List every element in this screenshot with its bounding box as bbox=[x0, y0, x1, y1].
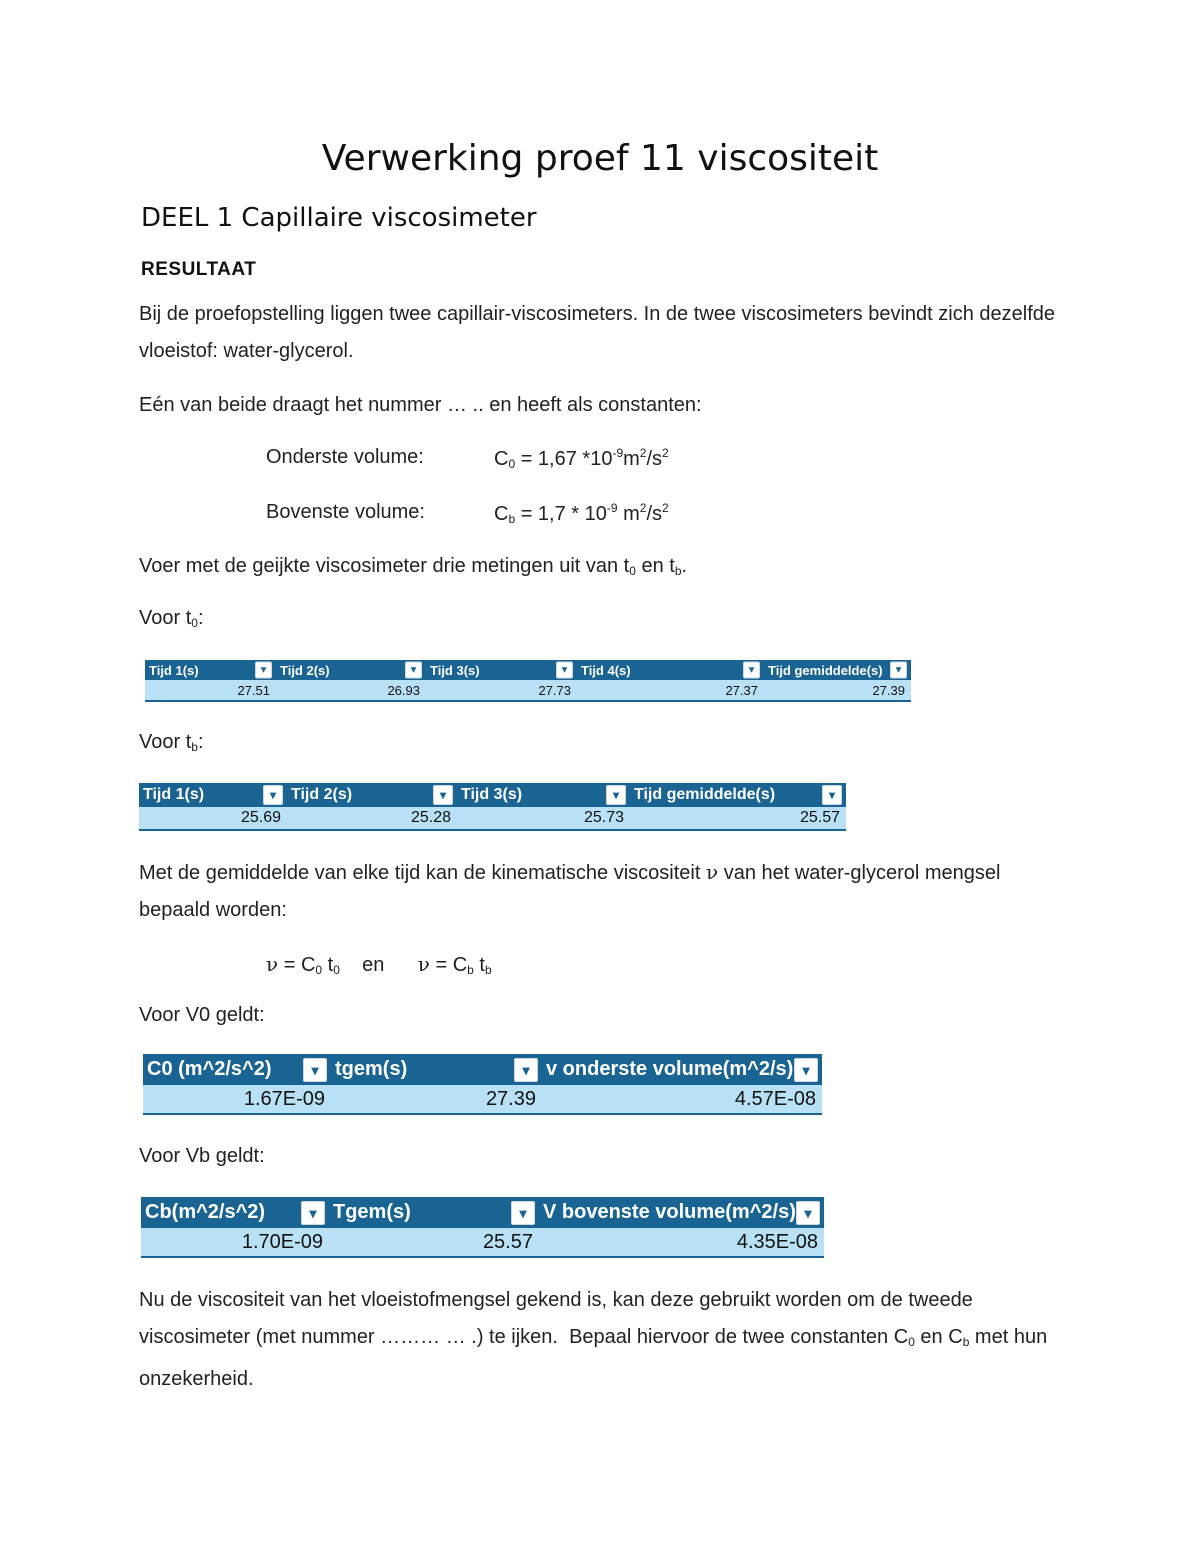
table-vb-header[interactable]: Tgem(s) ▾ bbox=[329, 1197, 539, 1228]
chevron-down-icon[interactable]: ▾ bbox=[822, 785, 842, 805]
voor-tb-label: Voor $t_b$: bbox=[139, 731, 204, 754]
chevron-down-icon[interactable]: ▾ bbox=[511, 1201, 535, 1225]
voor-t0-label: Voor $t_0$: bbox=[139, 607, 204, 630]
table-cell[interactable]: 27.37 bbox=[577, 680, 764, 701]
table-v0 bbox=[143, 1054, 822, 1115]
table-v0-header[interactable]: C0 (m^2/s^2) ▾ bbox=[143, 1054, 331, 1085]
table-row bbox=[143, 1085, 822, 1114]
chevron-down-icon[interactable]: ▾ bbox=[405, 662, 422, 679]
table-row bbox=[139, 807, 846, 830]
table-cell[interactable]: 1.70E-09 bbox=[141, 1228, 329, 1257]
table-row bbox=[141, 1228, 824, 1257]
chevron-down-icon[interactable]: ▾ bbox=[796, 1201, 820, 1225]
table-cell[interactable]: 26.93 bbox=[276, 680, 426, 701]
table-t0-header[interactable]: Tijd 2(s) ▾ bbox=[276, 660, 426, 680]
table-v0-header[interactable]: tgem(s) ▾ bbox=[331, 1054, 542, 1085]
bovenste-volume-label: Bovenste volume: bbox=[266, 501, 425, 523]
chevron-down-icon[interactable]: ▾ bbox=[433, 785, 453, 805]
table-tb-header[interactable]: Tijd 2(s) ▾ bbox=[287, 783, 457, 807]
table-tb bbox=[139, 783, 846, 831]
chevron-down-icon[interactable]: ▾ bbox=[556, 662, 573, 679]
table-cell[interactable]: 25.57 bbox=[630, 807, 846, 830]
table-cell[interactable]: 27.39 bbox=[764, 680, 911, 701]
table-vb-header[interactable]: V bovenste volume(m^2/s) ▾ bbox=[539, 1197, 824, 1228]
chevron-down-icon[interactable]: ▾ bbox=[301, 1201, 325, 1225]
table-cell[interactable]: 25.57 bbox=[329, 1228, 539, 1257]
bovenste-volume-value: $C_b = 1,7 * 10^{-9}$ $m^2/s^2$ bbox=[494, 501, 669, 526]
table-cell[interactable]: 25.69 bbox=[139, 807, 287, 830]
table-cell[interactable]: 25.73 bbox=[457, 807, 630, 830]
met-gemiddelde-paragraph: Met de gemiddelde van elke tijd kan de kinematische viscositeit ν van het water-glycerol mengsel bepaald worden: bbox=[139, 860, 1001, 921]
table-t0-header[interactable]: Tijd 1(s) ▾ bbox=[145, 660, 276, 680]
subsection-heading: RESULTAAT bbox=[141, 259, 257, 280]
intro-paragraph: Bij de proefopstelling liggen twee capillair-viscosimeters. In de twee viscosimeters bevindt zich dezelfde vloeistof: water-glycerol. bbox=[139, 303, 1055, 362]
page-title: Verwerking proef 11 viscositeit bbox=[321, 138, 879, 179]
table-cell[interactable]: 1.67E-09 bbox=[143, 1085, 331, 1114]
chevron-down-icon[interactable]: ▾ bbox=[890, 662, 907, 679]
table-vb-header[interactable]: Cb(m^2/s^2) ▾ bbox=[141, 1197, 329, 1228]
table-v0-header[interactable]: v onderste volume(m^2/s) ▾ bbox=[542, 1054, 822, 1085]
onderste-volume-label: Onderste volume: bbox=[266, 446, 424, 468]
onderste-volume-value: $C_0 = 1,67$ $*10^{-9}m^2/s^2$ bbox=[494, 446, 669, 471]
table-tb-header[interactable]: Tijd 1(s) ▾ bbox=[139, 783, 287, 807]
table-t0-header[interactable]: Tijd gemiddelde(s) ▾ bbox=[764, 660, 911, 680]
chevron-down-icon[interactable]: ▾ bbox=[794, 1058, 818, 1082]
table-cell[interactable]: 4.57E-08 bbox=[542, 1085, 822, 1114]
nu-de-paragraph: Nu de viscositeit van het vloeistofmengsel gekend is, kan deze gebruikt worden om de tweede viscosimeter (met nummer ……… … .) te ijken. Bepaal hiervoor de twee constanten $C_0$ en $C_b$ met hun onzekerheid. bbox=[139, 1289, 1048, 1390]
table-cell[interactable]: 25.28 bbox=[287, 807, 457, 830]
table-tb-header[interactable]: Tijd gemiddelde(s) ▾ bbox=[630, 783, 846, 807]
chevron-down-icon[interactable]: ▾ bbox=[303, 1058, 327, 1082]
table-cell[interactable]: 4.35E-08 bbox=[539, 1228, 824, 1257]
chevron-down-icon[interactable]: ▾ bbox=[606, 785, 626, 805]
table-t0-header[interactable]: Tijd 3(s) ▾ bbox=[426, 660, 577, 680]
chevron-down-icon[interactable]: ▾ bbox=[514, 1058, 538, 1082]
table-t0 bbox=[145, 660, 911, 702]
table-cell[interactable]: 27.73 bbox=[426, 680, 577, 701]
voor-vb-label: Voor Vb geldt: bbox=[139, 1145, 265, 1167]
chevron-down-icon[interactable]: ▾ bbox=[263, 785, 283, 805]
voor-v0-label: Voor V0 geldt: bbox=[139, 1004, 265, 1026]
formula: $\nu = C_0$ $t_0$ en $\nu = C_b$ $t_b$ bbox=[266, 952, 492, 977]
table-cell[interactable]: 27.51 bbox=[145, 680, 276, 701]
chevron-down-icon[interactable]: ▾ bbox=[743, 662, 760, 679]
voer-met-paragraph: Voer met de geijkte viscosimeter drie metingen uit van $t_0$ en $t_b$. bbox=[139, 555, 688, 578]
een-van-beide-paragraph: Eén van beide draagt het nummer … .. en heeft als constanten: bbox=[139, 394, 702, 416]
table-row bbox=[145, 680, 911, 701]
table-cell[interactable]: 27.39 bbox=[331, 1085, 542, 1114]
table-t0-header[interactable]: Tijd 4(s) ▾ bbox=[577, 660, 764, 680]
chevron-down-icon[interactable]: ▾ bbox=[255, 662, 272, 679]
section-heading: DEEL 1 Capillaire viscosimeter bbox=[141, 203, 537, 233]
table-vb bbox=[141, 1197, 824, 1258]
table-tb-header[interactable]: Tijd 3(s) ▾ bbox=[457, 783, 630, 807]
